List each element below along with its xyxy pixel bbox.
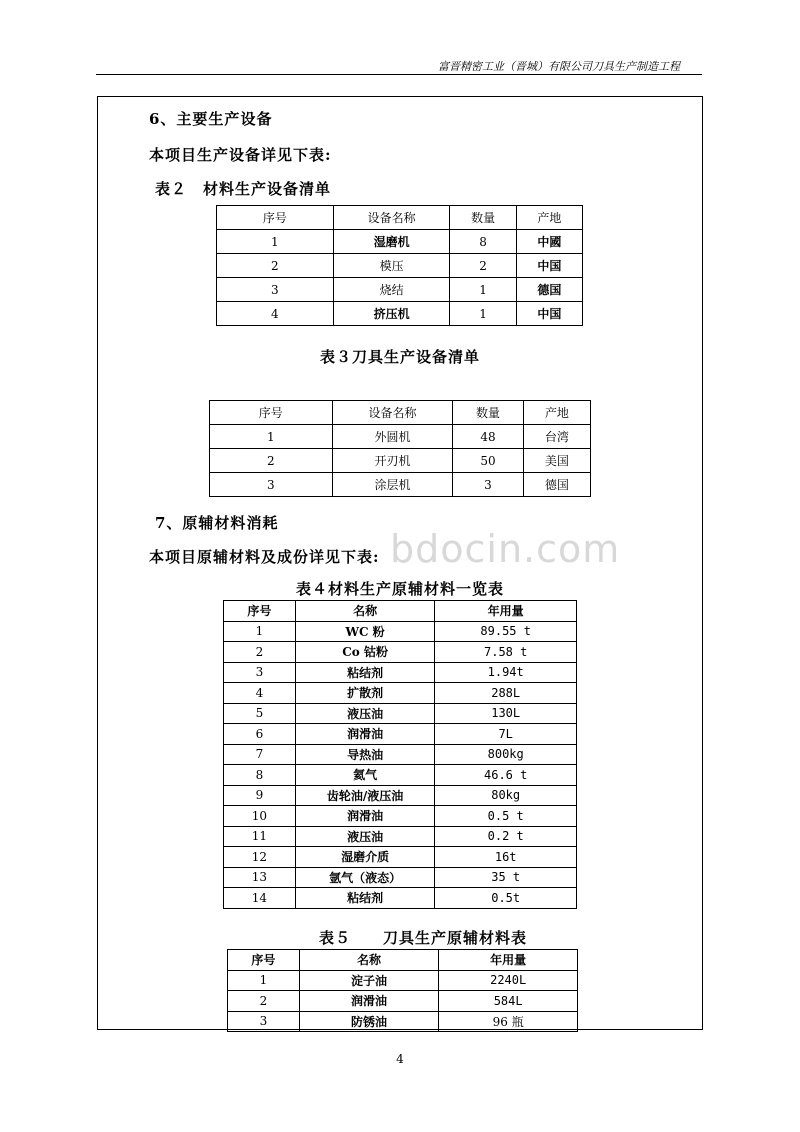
table-row — [224, 847, 577, 868]
table4-caption: 表４材料生产原辅材料一览表 — [295, 580, 504, 598]
table-row — [224, 765, 577, 786]
table-cell: 液压油 — [295, 703, 435, 724]
table2 — [216, 205, 583, 326]
table-cell: 3 — [210, 473, 333, 497]
table5-caption: 表５ 刀具生产原辅材料表 — [318, 929, 527, 947]
table-cell: 美国 — [523, 449, 590, 473]
table-cell: 4 — [217, 302, 334, 326]
table-row — [228, 1011, 578, 1032]
table-cell: 淀子油 — [299, 970, 439, 991]
header-cell: 产地 — [516, 206, 582, 230]
table-row — [224, 662, 577, 683]
table-row — [217, 302, 583, 326]
table-cell: 7 — [224, 744, 296, 765]
header-cell: 名称 — [299, 950, 439, 971]
table-cell: 粘结剂 — [295, 662, 435, 683]
table-cell: 5 — [224, 703, 296, 724]
table-cell: 80kg — [435, 785, 577, 806]
table-row — [224, 806, 577, 827]
table-row — [217, 254, 583, 278]
table-cell: 288L — [435, 683, 577, 704]
table-cell: 1 — [450, 278, 516, 302]
table-cell: 开刃机 — [332, 449, 453, 473]
section-6-intro: 本项目生产设备详见下表: — [149, 146, 332, 164]
header-cell: 数量 — [453, 401, 523, 425]
table-cell: 2 — [217, 254, 334, 278]
table-row — [210, 425, 591, 449]
table-cell: 中国 — [516, 254, 582, 278]
table-cell: 模压 — [333, 254, 450, 278]
table-cell: 外圆机 — [332, 425, 453, 449]
table-cell: 89.55 t — [435, 621, 577, 642]
header-cell: 序号 — [228, 950, 300, 971]
table-cell: 扩散剂 — [295, 683, 435, 704]
table-cell: 2 — [228, 991, 300, 1012]
table-cell: 台湾 — [523, 425, 590, 449]
table-cell: 0.5t — [435, 888, 577, 909]
table-row — [228, 991, 578, 1012]
table-cell: 6 — [224, 724, 296, 745]
table-row — [224, 703, 577, 724]
table-row — [224, 621, 577, 642]
table-cell: 0.2 t — [435, 826, 577, 847]
table-cell: 13 — [224, 867, 296, 888]
table-cell: 0.5 t — [435, 806, 577, 827]
table-header-row — [228, 950, 578, 971]
table-row — [224, 826, 577, 847]
table-cell: 16t — [435, 847, 577, 868]
table-cell: 2 — [224, 642, 296, 663]
table-cell: 湿磨介质 — [295, 847, 435, 868]
header-cell: 年用量 — [435, 601, 577, 622]
table-cell: 德国 — [516, 278, 582, 302]
table-cell: 中國 — [516, 230, 582, 254]
table-cell: 10 — [224, 806, 296, 827]
table-cell: 11 — [224, 826, 296, 847]
table3-caption: 表３刀具生产设备清单 — [319, 348, 480, 366]
table-cell: 46.6 t — [435, 765, 577, 786]
table-cell: 氦气 — [295, 765, 435, 786]
table-cell: 涂层机 — [332, 473, 453, 497]
page-number: 4 — [396, 1052, 404, 1066]
table-cell: 3 — [228, 1011, 300, 1032]
table-cell: 4 — [224, 683, 296, 704]
table-cell: 齿轮油/液压油 — [295, 785, 435, 806]
table2-caption: 表２ 材料生产设备清单 — [155, 180, 332, 198]
table-cell: 导热油 — [295, 744, 435, 765]
table-cell: 9 — [224, 785, 296, 806]
table-cell: 2 — [210, 449, 333, 473]
table-row — [224, 867, 577, 888]
table-cell: 130L — [435, 703, 577, 724]
header-cell: 产地 — [523, 401, 590, 425]
table-row — [217, 230, 583, 254]
table-cell: Co 钴粉 — [295, 642, 435, 663]
table-header-row — [224, 601, 577, 622]
table-cell: 2240L — [439, 970, 578, 991]
table-cell: 12 — [224, 847, 296, 868]
table3 — [209, 400, 591, 497]
header-cell: 设备名称 — [333, 206, 450, 230]
table-row — [224, 785, 577, 806]
table-cell: WC 粉 — [295, 621, 435, 642]
section-6-heading: 6、主要生产设备 — [149, 110, 273, 128]
section-7-heading: 7、原辅材料消耗 — [155, 514, 279, 532]
table-cell: 粘结剂 — [295, 888, 435, 909]
table-cell: 挤压机 — [333, 302, 450, 326]
header-cell: 年用量 — [439, 950, 578, 971]
table-cell: 50 — [453, 449, 523, 473]
table-cell: 液压油 — [295, 826, 435, 847]
table-cell: 2 — [450, 254, 516, 278]
table-cell: 48 — [453, 425, 523, 449]
table-cell: 3 — [453, 473, 523, 497]
table-cell: 1 — [217, 230, 334, 254]
table-cell: 584L — [439, 991, 578, 1012]
table-cell: 1 — [210, 425, 333, 449]
table-row — [210, 449, 591, 473]
table5 — [227, 949, 578, 1032]
table-cell: 7L — [435, 724, 577, 745]
table-cell: 96 瓶 — [439, 1011, 578, 1032]
table-cell: 润滑油 — [295, 724, 435, 745]
table-cell: 中国 — [516, 302, 582, 326]
table-row — [224, 683, 577, 704]
table-cell: 1 — [228, 970, 300, 991]
table-cell: 3 — [217, 278, 334, 302]
table-row — [224, 744, 577, 765]
header-cell: 序号 — [217, 206, 334, 230]
table-cell: 8 — [450, 230, 516, 254]
table-cell: 润滑油 — [295, 806, 435, 827]
table-row — [224, 724, 577, 745]
table-cell: 1 — [450, 302, 516, 326]
header-cell: 序号 — [210, 401, 333, 425]
table-cell: 1.94t — [435, 662, 577, 683]
header-cell: 数量 — [450, 206, 516, 230]
table-cell: 7.58 t — [435, 642, 577, 663]
table-row — [228, 970, 578, 991]
header-rule — [96, 74, 702, 75]
table-row — [217, 278, 583, 302]
section-7-intro: 本项目原辅材料及成份详见下表: — [149, 548, 380, 566]
running-header: 富晋精密工业（晋城）有限公司刀具生产制造工程 — [438, 60, 680, 73]
header-cell: 序号 — [224, 601, 296, 622]
table-cell: 35 t — [435, 867, 577, 888]
table-header-row — [217, 206, 583, 230]
header-cell: 名称 — [295, 601, 435, 622]
table-row — [224, 642, 577, 663]
table-row — [224, 888, 577, 909]
table-header-row — [210, 401, 591, 425]
header-cell: 设备名称 — [332, 401, 453, 425]
table-cell: 氩气（液态） — [295, 867, 435, 888]
table-cell: 1 — [224, 621, 296, 642]
table-cell: 3 — [224, 662, 296, 683]
table-cell: 8 — [224, 765, 296, 786]
table-cell: 湿磨机 — [333, 230, 450, 254]
table-cell: 烧结 — [333, 278, 450, 302]
table-row — [210, 473, 591, 497]
table-cell: 润滑油 — [299, 991, 439, 1012]
table-cell: 14 — [224, 888, 296, 909]
table4 — [223, 600, 577, 909]
watermark: bdocin.com — [390, 527, 621, 571]
table-cell: 防锈油 — [299, 1011, 439, 1032]
table-cell: 德国 — [523, 473, 590, 497]
table-cell: 800kg — [435, 744, 577, 765]
